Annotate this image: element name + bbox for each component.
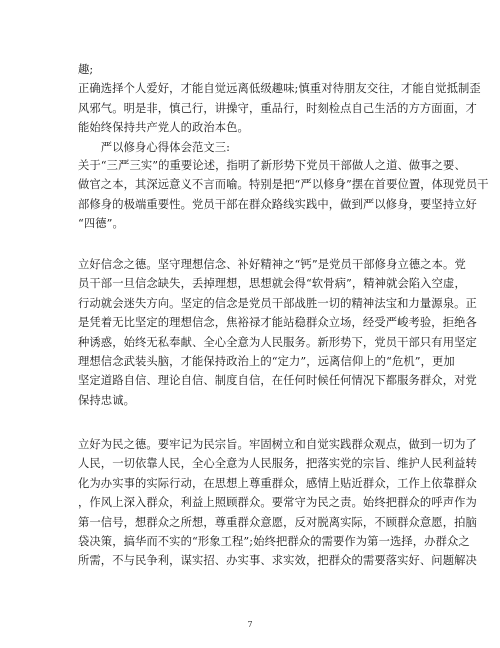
- paragraph-4: [78, 435, 477, 571]
- text-line: “四德”。: [78, 217, 124, 231]
- text-line: 种诱惑，始终无私奉献、全心全意为人民服务。新形势下，党员干部只有用坚定: [78, 335, 477, 349]
- text-line: 坚定道路自信、理论自信、制度自信，在任何时候任何情况下都服务群众，对党: [78, 374, 477, 388]
- paragraph-2: [78, 156, 489, 234]
- text-line: 保持忠诚。: [78, 393, 135, 407]
- text-line: 趣;: [78, 63, 94, 76]
- text-line: 所需，不与民争利，谋实招、办实事、求实效，把群众的需要落实好、问题解决: [78, 554, 477, 568]
- text-line: ，作风上深入群众，利益上照顾群众。要常守为民之责。始终把群众的呼声作为: [78, 496, 477, 510]
- text-line: 能始终保持共产党人的政治本色。: [78, 121, 249, 135]
- section-heading: 严以修身心得体会范文三:: [78, 140, 231, 154]
- text-line: 化为办实事的实际行动，在思想上尊重群众，感情上贴近群众，工作上依靠群众: [78, 476, 477, 490]
- text-line: 部修身的极端重要性。党员干部在群众路线实践中，做到严以修身，要坚持立好: [78, 197, 477, 211]
- paragraph-3: [78, 255, 477, 410]
- text-line: 是凭着无比坚定的理想信念，焦裕禄才能站稳群众立场，经受严峻考验，拒绝各: [78, 316, 477, 330]
- page-number: 7: [247, 620, 253, 629]
- text-line: 立好为民之德。要牢记为民宗旨。牢固树立和自觉实践群众观点，做到一切为了: [78, 438, 477, 451]
- text-line: 做官之本，其深远意义不言而喻。特别是把“严以修身”摆在首要位置，体现党员干: [78, 178, 489, 192]
- text-line: 风邪气。明是非，慎己行，讲操守，重品行，时刻检点自己生活的方方面面，才: [78, 101, 477, 115]
- text-line: 行动就会迷失方向。坚定的信念是党员干部战胜一切的精神法宝和力量源泉。正: [78, 296, 477, 310]
- text-line: 立好信念之德。坚守理想信念、补好精神之“钙”是党员干部修身立德之本。党: [78, 258, 466, 271]
- text-line: 员干部一旦信念缺失，丢掉理想，思想就会得“软骨病”，精神就会陷入空虚，: [78, 277, 466, 291]
- text-line: 第一信号，想群众之所想，尊重群众意愿，反对脱离实际，不顾群众意愿，拍脑: [78, 515, 477, 529]
- text-line: 袋决策，搞华而不实的“形象工程”;始终把群众的需要作为第一选择，办群众之: [78, 535, 470, 549]
- text-line: 理想信念武装头脑，才能保持政治上的“定力”，远离信仰上的“危机”，更加: [78, 355, 455, 369]
- text-line: 人民，一切依靠人民，全心全意为人民服务，把落实党的宗旨、维护人民利益转: [78, 457, 477, 471]
- text-line: 关于“三严三实”的重要论述，指明了新形势下党员干部做人之道、做事之要、: [78, 159, 466, 172]
- text-line: 正确选择个人爱好，才能自觉远离低级趣味;慎重对待朋友交往，才能自觉抵制歪: [78, 82, 481, 96]
- paragraph-1: [78, 60, 481, 157]
